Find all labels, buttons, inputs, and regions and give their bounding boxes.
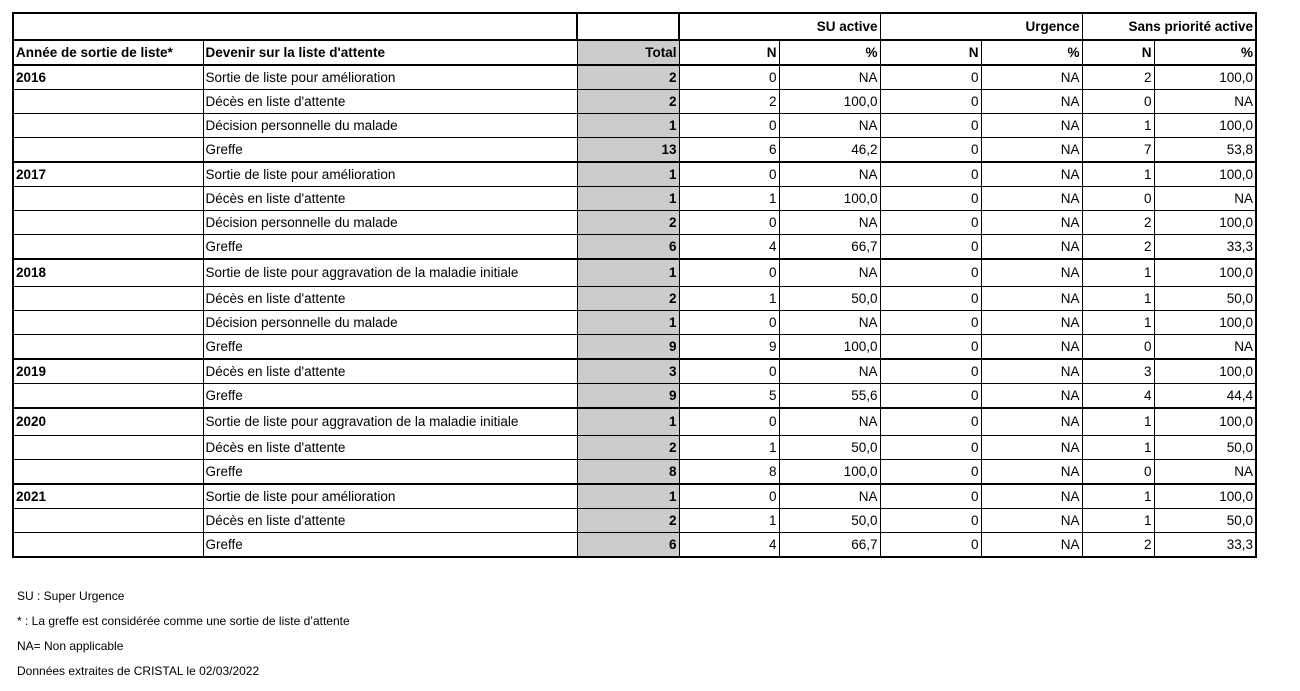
cell-su-pct: 100,0 xyxy=(779,90,880,114)
blank-total-header-cell xyxy=(577,13,679,40)
cell-total: 3 xyxy=(577,359,679,384)
cell-s-n: 1 xyxy=(1082,162,1154,187)
cell-outcome: Décès en liste d'attente xyxy=(203,187,577,211)
cell-s-n: 2 xyxy=(1082,65,1154,90)
footnote-source: Données extraites de CRISTAL le 02/03/2022 xyxy=(17,664,260,678)
cell-outcome: Décès en liste d'attente xyxy=(203,359,577,384)
cell-u-pct: NA xyxy=(981,311,1082,335)
cell-su-n: 0 xyxy=(679,259,779,287)
cell-total: 2 xyxy=(577,65,679,90)
col-s-pct: % xyxy=(1154,40,1256,65)
cell-su-pct: 55,6 xyxy=(779,384,880,409)
cell-u-n: 0 xyxy=(880,287,981,311)
table-row xyxy=(13,65,1256,90)
table-row xyxy=(13,114,1256,138)
footnote-na: NA= Non applicable xyxy=(17,639,124,653)
cell-s-n: 0 xyxy=(1082,187,1154,211)
cell-s-pct: 100,0 xyxy=(1154,114,1256,138)
table-row xyxy=(13,436,1256,460)
cell-u-pct: NA xyxy=(981,408,1082,436)
cell-su-n: 0 xyxy=(679,65,779,90)
cell-u-n: 0 xyxy=(880,138,981,163)
cell-year xyxy=(13,533,203,558)
cell-s-n: 2 xyxy=(1082,533,1154,558)
cell-su-pct: NA xyxy=(779,65,880,90)
cell-s-n: 1 xyxy=(1082,436,1154,460)
cell-total: 2 xyxy=(577,509,679,533)
cell-su-n: 1 xyxy=(679,509,779,533)
cell-total: 2 xyxy=(577,436,679,460)
cell-total: 1 xyxy=(577,114,679,138)
cell-u-n: 0 xyxy=(880,533,981,558)
cell-total: 1 xyxy=(577,311,679,335)
cell-s-pct: 100,0 xyxy=(1154,259,1256,287)
cell-s-n: 1 xyxy=(1082,287,1154,311)
table-row xyxy=(13,509,1256,533)
cell-su-n: 0 xyxy=(679,484,779,509)
cell-year: 2020 xyxy=(13,408,203,436)
cell-year: 2017 xyxy=(13,162,203,187)
cell-u-pct: NA xyxy=(981,460,1082,485)
cell-su-n: 0 xyxy=(679,162,779,187)
table-row xyxy=(13,533,1256,558)
cell-outcome: Décision personnelle du malade xyxy=(203,114,577,138)
cell-su-n: 2 xyxy=(679,90,779,114)
cell-outcome: Sortie de liste pour amélioration xyxy=(203,65,577,90)
col-total: Total xyxy=(577,40,679,65)
cell-u-pct: NA xyxy=(981,509,1082,533)
col-su-n: N xyxy=(679,40,779,65)
cell-su-n: 5 xyxy=(679,384,779,409)
cell-s-pct: 50,0 xyxy=(1154,509,1256,533)
cell-year: 2021 xyxy=(13,484,203,509)
cell-outcome: Décès en liste d'attente xyxy=(203,509,577,533)
blank-header-cell xyxy=(13,13,577,40)
cell-s-pct: 100,0 xyxy=(1154,408,1256,436)
cell-su-pct: 50,0 xyxy=(779,509,880,533)
col-s-n: N xyxy=(1082,40,1154,65)
cell-outcome: Greffe xyxy=(203,460,577,485)
cell-outcome: Décès en liste d'attente xyxy=(203,90,577,114)
table-row xyxy=(13,287,1256,311)
cell-u-pct: NA xyxy=(981,90,1082,114)
group-urgence: Urgence xyxy=(880,13,1082,40)
cell-su-n: 0 xyxy=(679,211,779,235)
cell-su-pct: 100,0 xyxy=(779,335,880,360)
cell-u-pct: NA xyxy=(981,259,1082,287)
cell-u-n: 0 xyxy=(880,384,981,409)
cell-u-pct: NA xyxy=(981,533,1082,558)
cell-su-n: 1 xyxy=(679,187,779,211)
cell-year xyxy=(13,90,203,114)
footnotes xyxy=(17,584,350,684)
cell-u-n: 0 xyxy=(880,460,981,485)
cell-u-pct: NA xyxy=(981,436,1082,460)
table-row xyxy=(13,460,1256,485)
col-outcome: Devenir sur la liste d'attente xyxy=(203,40,577,65)
cell-su-pct: 66,7 xyxy=(779,533,880,558)
cell-su-pct: NA xyxy=(779,114,880,138)
col-year: Année de sortie de liste* xyxy=(13,40,203,65)
col-su-pct: % xyxy=(779,40,880,65)
table-row xyxy=(13,484,1256,509)
cell-u-pct: NA xyxy=(981,359,1082,384)
cell-s-n: 7 xyxy=(1082,138,1154,163)
table-row xyxy=(13,408,1256,436)
cell-outcome: Sortie de liste pour amélioration xyxy=(203,162,577,187)
cell-u-pct: NA xyxy=(981,138,1082,163)
col-u-pct: % xyxy=(981,40,1082,65)
cell-s-pct: 100,0 xyxy=(1154,211,1256,235)
cell-su-n: 0 xyxy=(679,408,779,436)
cell-s-pct: 100,0 xyxy=(1154,311,1256,335)
cell-u-pct: NA xyxy=(981,384,1082,409)
cell-s-pct: 100,0 xyxy=(1154,359,1256,384)
cell-u-pct: NA xyxy=(981,162,1082,187)
cell-su-pct: 50,0 xyxy=(779,287,880,311)
footnote-su: SU : Super Urgence xyxy=(17,589,125,603)
cell-outcome: Greffe xyxy=(203,138,577,163)
cell-su-n: 4 xyxy=(679,533,779,558)
cell-outcome: Décès en liste d'attente xyxy=(203,436,577,460)
cell-s-pct: NA xyxy=(1154,187,1256,211)
cell-u-pct: NA xyxy=(981,65,1082,90)
cell-total: 1 xyxy=(577,162,679,187)
cell-outcome: Greffe xyxy=(203,384,577,409)
cell-u-pct: NA xyxy=(981,484,1082,509)
table-row xyxy=(13,90,1256,114)
cell-outcome: Décès en liste d'attente xyxy=(203,287,577,311)
cell-year xyxy=(13,187,203,211)
cell-total: 9 xyxy=(577,335,679,360)
cell-year xyxy=(13,114,203,138)
cell-su-pct: 46,2 xyxy=(779,138,880,163)
table-row xyxy=(13,311,1256,335)
cell-su-pct: NA xyxy=(779,408,880,436)
cell-year xyxy=(13,311,203,335)
cell-total: 13 xyxy=(577,138,679,163)
cell-total: 1 xyxy=(577,259,679,287)
cell-year xyxy=(13,436,203,460)
cell-su-pct: 100,0 xyxy=(779,187,880,211)
cell-total: 9 xyxy=(577,384,679,409)
group-su-active: SU active xyxy=(679,13,880,40)
table-row xyxy=(13,211,1256,235)
cell-s-n: 1 xyxy=(1082,509,1154,533)
cell-year xyxy=(13,211,203,235)
cell-total: 1 xyxy=(577,408,679,436)
cell-total: 8 xyxy=(577,460,679,485)
cell-s-pct: 100,0 xyxy=(1154,484,1256,509)
cell-s-n: 1 xyxy=(1082,484,1154,509)
cell-u-n: 0 xyxy=(880,211,981,235)
table-row xyxy=(13,335,1256,360)
table-body xyxy=(13,13,1256,557)
cell-s-pct: 33,3 xyxy=(1154,235,1256,260)
cell-su-n: 0 xyxy=(679,114,779,138)
cell-u-pct: NA xyxy=(981,211,1082,235)
table-row xyxy=(13,138,1256,163)
cell-outcome: Décision personnelle du malade xyxy=(203,211,577,235)
cell-u-n: 0 xyxy=(880,114,981,138)
cell-s-n: 0 xyxy=(1082,90,1154,114)
cell-year: 2019 xyxy=(13,359,203,384)
cell-total: 1 xyxy=(577,484,679,509)
cell-s-pct: 50,0 xyxy=(1154,436,1256,460)
cell-su-n: 4 xyxy=(679,235,779,260)
cell-s-pct: NA xyxy=(1154,460,1256,485)
cell-year xyxy=(13,509,203,533)
cell-u-pct: NA xyxy=(981,287,1082,311)
cell-s-pct: 100,0 xyxy=(1154,162,1256,187)
cell-total: 2 xyxy=(577,211,679,235)
cell-u-n: 0 xyxy=(880,359,981,384)
cell-su-pct: NA xyxy=(779,359,880,384)
cell-total: 1 xyxy=(577,187,679,211)
cell-s-n: 1 xyxy=(1082,311,1154,335)
table-row xyxy=(13,384,1256,409)
cell-s-n: 0 xyxy=(1082,335,1154,360)
cell-total: 6 xyxy=(577,235,679,260)
cell-u-n: 0 xyxy=(880,311,981,335)
cell-u-pct: NA xyxy=(981,235,1082,260)
table-row xyxy=(13,187,1256,211)
cell-su-n: 6 xyxy=(679,138,779,163)
cell-su-pct: 50,0 xyxy=(779,436,880,460)
cell-outcome: Greffe xyxy=(203,533,577,558)
cell-u-n: 0 xyxy=(880,162,981,187)
cell-outcome: Sortie de liste pour amélioration xyxy=(203,484,577,509)
cell-su-pct: NA xyxy=(779,259,880,287)
cell-s-pct: NA xyxy=(1154,335,1256,360)
table-row xyxy=(13,235,1256,260)
cell-s-n: 1 xyxy=(1082,259,1154,287)
cell-su-pct: NA xyxy=(779,211,880,235)
waitlist-outcome-table xyxy=(12,12,1257,558)
cell-outcome: Sortie de liste pour aggravation de la maladie initiale xyxy=(203,259,577,287)
cell-su-pct: NA xyxy=(779,311,880,335)
cell-total: 6 xyxy=(577,533,679,558)
cell-year xyxy=(13,460,203,485)
cell-s-n: 1 xyxy=(1082,408,1154,436)
cell-u-pct: NA xyxy=(981,114,1082,138)
cell-su-n: 1 xyxy=(679,436,779,460)
group-header-row xyxy=(13,13,1256,40)
cell-year xyxy=(13,335,203,360)
group-sans-priorite: Sans priorité active xyxy=(1082,13,1256,40)
table-row xyxy=(13,259,1256,287)
cell-total: 2 xyxy=(577,90,679,114)
cell-u-n: 0 xyxy=(880,187,981,211)
cell-su-pct: 66,7 xyxy=(779,235,880,260)
cell-outcome: Sortie de liste pour aggravation de la maladie initiale xyxy=(203,408,577,436)
table-row xyxy=(13,359,1256,384)
cell-u-pct: NA xyxy=(981,335,1082,360)
cell-s-n: 4 xyxy=(1082,384,1154,409)
cell-outcome: Décision personnelle du malade xyxy=(203,311,577,335)
cell-s-pct: 100,0 xyxy=(1154,65,1256,90)
column-header-row xyxy=(13,40,1256,65)
cell-s-pct: 44,4 xyxy=(1154,384,1256,409)
cell-year: 2018 xyxy=(13,259,203,287)
cell-u-n: 0 xyxy=(880,335,981,360)
cell-u-n: 0 xyxy=(880,408,981,436)
cell-su-n: 1 xyxy=(679,287,779,311)
footnote-greffe: * : La greffe est considérée comme une sortie de liste d’attente xyxy=(17,614,350,628)
cell-s-n: 0 xyxy=(1082,460,1154,485)
cell-u-n: 0 xyxy=(880,235,981,260)
cell-s-pct: 33,3 xyxy=(1154,533,1256,558)
cell-s-n: 3 xyxy=(1082,359,1154,384)
cell-su-n: 0 xyxy=(679,311,779,335)
cell-s-pct: 53,8 xyxy=(1154,138,1256,163)
cell-year xyxy=(13,287,203,311)
cell-year xyxy=(13,384,203,409)
cell-year: 2016 xyxy=(13,65,203,90)
cell-su-pct: NA xyxy=(779,484,880,509)
cell-s-n: 2 xyxy=(1082,235,1154,260)
cell-su-pct: 100,0 xyxy=(779,460,880,485)
cell-total: 2 xyxy=(577,287,679,311)
cell-s-n: 1 xyxy=(1082,114,1154,138)
cell-su-n: 8 xyxy=(679,460,779,485)
cell-outcome: Greffe xyxy=(203,335,577,360)
cell-u-n: 0 xyxy=(880,65,981,90)
cell-u-n: 0 xyxy=(880,259,981,287)
col-u-n: N xyxy=(880,40,981,65)
cell-s-pct: NA xyxy=(1154,90,1256,114)
cell-year xyxy=(13,138,203,163)
table-row xyxy=(13,162,1256,187)
cell-u-n: 0 xyxy=(880,436,981,460)
cell-u-n: 0 xyxy=(880,90,981,114)
cell-su-n: 9 xyxy=(679,335,779,360)
cell-u-n: 0 xyxy=(880,484,981,509)
cell-u-pct: NA xyxy=(981,187,1082,211)
cell-su-n: 0 xyxy=(679,359,779,384)
cell-u-n: 0 xyxy=(880,509,981,533)
cell-s-pct: 50,0 xyxy=(1154,287,1256,311)
cell-outcome: Greffe xyxy=(203,235,577,260)
cell-s-n: 2 xyxy=(1082,211,1154,235)
cell-year xyxy=(13,235,203,260)
cell-su-pct: NA xyxy=(779,162,880,187)
